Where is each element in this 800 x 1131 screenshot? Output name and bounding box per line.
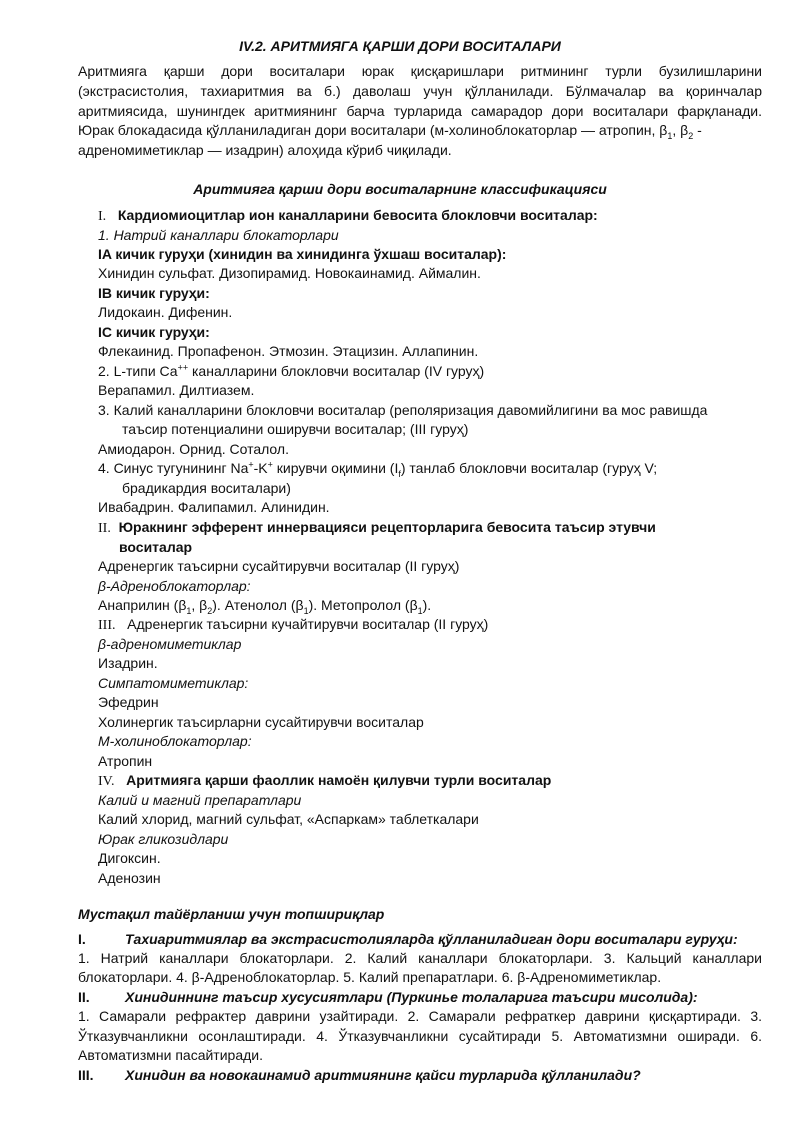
m-blockers-label: М-холиноблокаторлар: xyxy=(98,733,252,749)
section-4-heading: IV. Аритмияга қарши фаоллик намоён қилувчи турли воситалар xyxy=(98,772,552,789)
item-4-line-1: 4. Синус тугунининг Na+-K+ кирувчи оқимини $(I_f)$ танлаб блокловчи воситалар (гуруҳ V; xyxy=(98,459,658,479)
beta-blockers-label: β-Адреноблокаторлар: xyxy=(98,578,251,594)
ib-subgroup-title: IB кичик гуруҳи: xyxy=(98,285,210,301)
intro-line-1: Аритмияга қарши дори воситалари юрак қисқаришлари ритмининг турли бузилишларини xyxy=(78,63,762,79)
question-2-line-3: Автоматизмни пасайтиради. xyxy=(78,1047,263,1063)
item-3-line-1: 3. Калий каналларини блокловчи воситалар (реполяризация давомийлигини ва мос равишда xyxy=(98,402,708,418)
beta-blocker-drugs: Анаприлин ($\beta_1$, $\beta_2$). Атенолол $(\beta_1)$. Метопролол $(\beta_1)$. xyxy=(98,597,432,616)
question-1-title: Тахиаритмиялар ва экстрасистолияларда қўлланиладиган дори воситалари гуруҳи: xyxy=(125,931,738,947)
k-mg-drugs: Калий хлорид, магний сульфат, «Аспаркам» таблеткалари xyxy=(98,811,479,827)
item-2: 2. L-типи Са++ каналларини блокловчи воситалар (IV гуруҳ) xyxy=(98,362,485,379)
beta-agonists-label: β-адреномиметиклар xyxy=(98,636,242,652)
ia-subgroup-title: IA кичик гуруҳи (хинидин ва хинидинга ўхшаш воситалар): xyxy=(98,246,507,262)
intro-line-5: адреномиметиклар — изадрин) алоҳида кўриб чиқилади. xyxy=(78,142,452,158)
section-3-heading: III. Адренергик таъсирни кучайтирувчи воситалар (II гуруҳ) xyxy=(98,616,489,633)
cholinergic-inhibitors: Холинергик таъсирларни сусайтирувчи воситалар xyxy=(98,714,424,730)
question-1-line-2: блокаторлари. 4. β-Адреноблокаторлар. 5. Калий препаратлари. 6. β-Адреномиметиклар. xyxy=(78,969,662,985)
atropin: Атропин xyxy=(98,753,153,769)
section-1-heading: I. Кардиомиоцитлар ион каналларини бевосита блокловчи воситалар: xyxy=(98,207,598,224)
question-2-line-2: Ўтказувчанликни осонлаштиради. 4. Ўтказувчанликни сусайтиради 5. Автоматизмни оширади. 6. xyxy=(78,1028,762,1044)
item-4-line-2: брадикардия воситалари) xyxy=(122,480,291,496)
adrenergic-inhibitors: Адренергик таъсирни сусайтирувчи воситалар (II гуруҳ) xyxy=(98,558,460,574)
item-3-drugs: Амиодарон. Орнид. Соталол. xyxy=(98,441,289,457)
glycosides-label: Юрак гликозидлари xyxy=(98,831,229,847)
intro-line-4: Юрак блокадасида қўлланиладиган дори воситалари (м-холиноблокаторлар — атропин, $\beta_1$, $\beta_2$ - xyxy=(78,122,702,141)
item-4-drugs: Ивабадрин. Фалипамил. Алинидин. xyxy=(98,499,330,515)
section-2-heading-line-2: воситалар xyxy=(119,539,193,555)
self-study-title: Мустақил тайёрланиш учун топшириқлар xyxy=(78,906,385,922)
intro-line-3: аритмиясида, шунингдек аритмиянинг барча турларида самарадор дори воситалари фарқланади. xyxy=(78,103,762,119)
page-title: IV.2. АРИТМИЯГА ҚАРШИ ДОРИ ВОСИТАЛАРИ xyxy=(239,38,561,54)
question-1-number: I. xyxy=(78,931,86,947)
question-2-title: Хинидиннинг таъсир хусусиятлари (Пуркинье толаларига таъсири мисолида): xyxy=(125,989,698,1005)
item-2-drugs: Верапамил. Дилтиазем. xyxy=(98,382,255,398)
ib-drugs: Лидокаин. Дифенин. xyxy=(98,304,233,320)
izadrin: Изадрин. xyxy=(98,655,158,671)
ephedrin: Эфедрин xyxy=(98,694,159,710)
k-mg-label: Калий и магний препаратлари xyxy=(98,792,302,808)
question-3-title: Хинидин ва новокаинамид аритмиянинг қайси турларида қўлланилади? xyxy=(125,1067,641,1083)
question-3-number: III. xyxy=(78,1067,94,1083)
ia-drugs: Хинидин сульфат. Дизопирамид. Новокаинамид. Аймалин. xyxy=(98,265,481,281)
question-2-number: II. xyxy=(78,989,90,1005)
sodium-blockers-label: 1. Натрий каналлари блокаторлари xyxy=(98,227,339,243)
classification-title: Аритмияга қарши дори воситаларнинг классификацияси xyxy=(193,181,607,197)
adenosin: Аденозин xyxy=(98,870,161,886)
sympathomimetics-label: Симпатомиметиклар: xyxy=(98,675,249,691)
ic-subgroup-title: IC кичик гуруҳи: xyxy=(98,324,210,340)
section-2-heading: II. Юракнинг эфферент иннервацияси рецепторларига бевосита таъсир этувчи xyxy=(98,519,656,536)
ic-drugs: Флекаинид. Пропафенон. Этмозин. Этацизин. Аллапинин. xyxy=(98,343,479,359)
intro-line-2: (экстрасистолия, тахиаритмия ва б.) даволаш учун қўлланилади. Бўлмачалар ва қоринчалар xyxy=(78,83,762,99)
digoxin: Дигоксин. xyxy=(98,850,161,866)
item-3-line-2: таъсир потенциалини оширувчи воситалар; (III гуруҳ) xyxy=(122,421,469,437)
question-2-line-1: 1. Самарали рефрактер даврини узайтиради. 2. Самарали рефраткер даврини қисқартиради. 3. xyxy=(78,1008,762,1024)
question-1-line-1: 1. Натрий каналлари блокаторлари. 2. Калий каналлари блокаторлари. 3. Кальций каналлари xyxy=(78,950,762,966)
